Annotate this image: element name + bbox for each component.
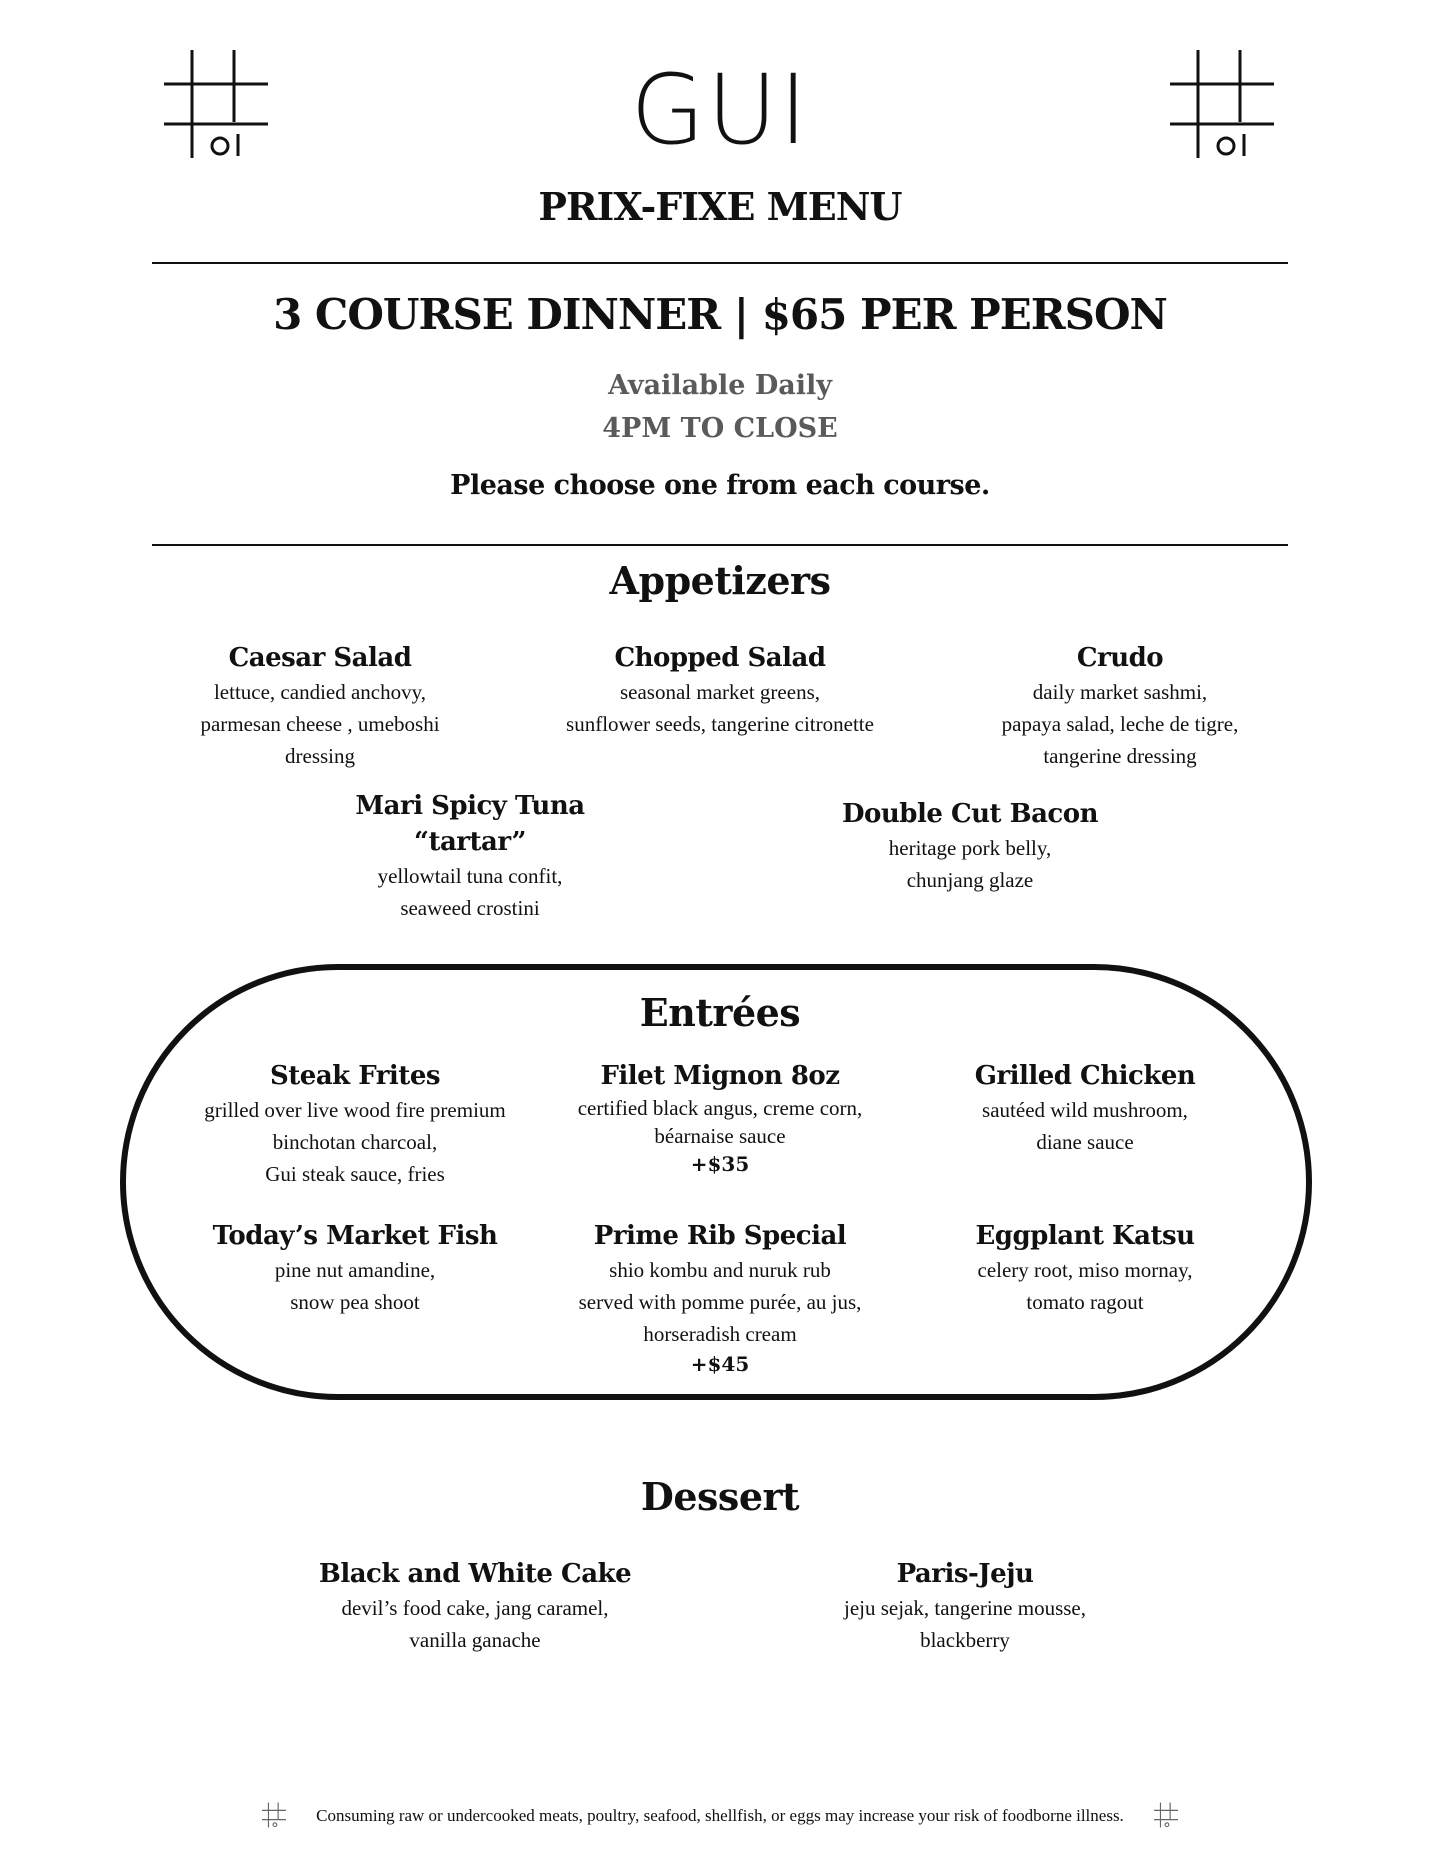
- menu-item: [190, 1058, 520, 1190]
- menu-item: [820, 796, 1120, 896]
- item-desc: snow pea shoot: [290, 1290, 420, 1314]
- availability-text: Available Daily: [608, 370, 832, 401]
- item-desc: sautéed wild mushroom,: [982, 1098, 1188, 1122]
- item-name: Paris-Jeju: [896, 1559, 1034, 1589]
- item-desc: heritage pork belly,: [888, 836, 1052, 860]
- item-name: Caesar Salad: [228, 643, 412, 673]
- item-desc: celery root, miso mornay,: [977, 1258, 1193, 1282]
- page-title: PRIX-FIXE MENU: [538, 184, 902, 229]
- item-desc: grilled over live wood fire premium: [204, 1098, 506, 1122]
- course-price-heading: 3 COURSE DINNER | $65 PER PERSON: [273, 290, 1167, 339]
- item-price: +$45: [690, 1352, 750, 1376]
- item-desc: seasonal market greens,: [619, 680, 820, 704]
- menu-item: [950, 1058, 1220, 1158]
- section-heading-entrees: Entrées: [639, 990, 801, 1035]
- item-desc: devil’s food cake, jang caramel,: [341, 1596, 609, 1620]
- divider: [152, 544, 1288, 546]
- divider: [152, 262, 1288, 264]
- item-desc: tangerine dressing: [1043, 744, 1197, 768]
- item-desc: lettuce, candied anchovy,: [213, 680, 427, 704]
- gui-hash-icon: [1154, 1802, 1178, 1828]
- section-heading-appetizers: Appetizers: [609, 558, 831, 603]
- section-heading-dessert: Dessert: [640, 1474, 800, 1519]
- item-desc: vanilla ganache: [409, 1628, 541, 1652]
- item-name: Eggplant Katsu: [975, 1221, 1195, 1251]
- item-name: Chopped Salad: [614, 643, 826, 673]
- menu-item: [950, 640, 1290, 772]
- item-desc: served with pomme purée, au jus,: [578, 1290, 862, 1314]
- hours-text: 4PM TO CLOSE: [602, 413, 838, 444]
- menu-item: [320, 788, 620, 924]
- menu-item: [950, 1218, 1220, 1318]
- menu-item: [560, 1218, 880, 1378]
- item-desc: parmesan cheese , umeboshi: [200, 712, 440, 736]
- item-desc: shio kombu and nuruk rub: [609, 1258, 831, 1282]
- item-desc: yellowtail tuna confit,: [377, 864, 563, 888]
- item-price: +$35: [690, 1152, 750, 1176]
- item-desc: dressing: [285, 744, 355, 768]
- item-name: Today’s Market Fish: [212, 1221, 498, 1251]
- item-desc: jeju sejak, tangerine mousse,: [843, 1596, 1086, 1620]
- item-desc: diane sauce: [1036, 1130, 1134, 1154]
- item-desc: blackberry: [920, 1628, 1010, 1652]
- footer-notice: Consuming raw or undercooked meats, poultry, seafood, shellfish, or eggs may increase your risk of foodborne illness.: [316, 1806, 1124, 1825]
- menu-item: [540, 640, 900, 740]
- item-desc: tomato ragout: [1026, 1290, 1144, 1314]
- item-desc: sunflower seeds, tangerine citronette: [566, 712, 874, 736]
- item-name: Filet Mignon 8oz: [600, 1061, 840, 1091]
- instruction-text: Please choose one from each course.: [450, 470, 990, 501]
- menu-item: [310, 1556, 640, 1656]
- item-desc: horseradish cream: [643, 1322, 797, 1346]
- item-desc: Gui steak sauce, fries: [265, 1162, 445, 1186]
- item-desc: chunjang glaze: [906, 868, 1034, 892]
- item-name: Prime Rib Special: [593, 1221, 847, 1251]
- item-desc: daily market sashmi,: [1032, 680, 1208, 704]
- item-name: Black and White Cake: [318, 1559, 632, 1589]
- item-name: Double Cut Bacon: [842, 799, 1098, 829]
- item-desc: pine nut amandine,: [274, 1258, 436, 1282]
- item-desc: béarnaise sauce: [654, 1124, 786, 1148]
- brand-logo: GUI: [630, 54, 810, 166]
- menu-item: [560, 1058, 880, 1178]
- item-desc: binchotan charcoal,: [272, 1130, 438, 1154]
- item-name: “tartar”: [414, 827, 526, 857]
- item-name: Mari Spicy Tuna: [355, 791, 585, 821]
- item-desc: seaweed crostini: [400, 896, 540, 920]
- menu-item: [810, 1556, 1120, 1656]
- menu-item: [190, 1218, 520, 1318]
- menu-item: [150, 640, 490, 772]
- item-name: Grilled Chicken: [974, 1061, 1196, 1091]
- item-name: Crudo: [1076, 643, 1164, 673]
- item-desc: papaya salad, leche de tigre,: [1001, 712, 1239, 736]
- item-desc: certified black angus, creme corn,: [577, 1096, 863, 1120]
- item-name: Steak Frites: [269, 1061, 440, 1091]
